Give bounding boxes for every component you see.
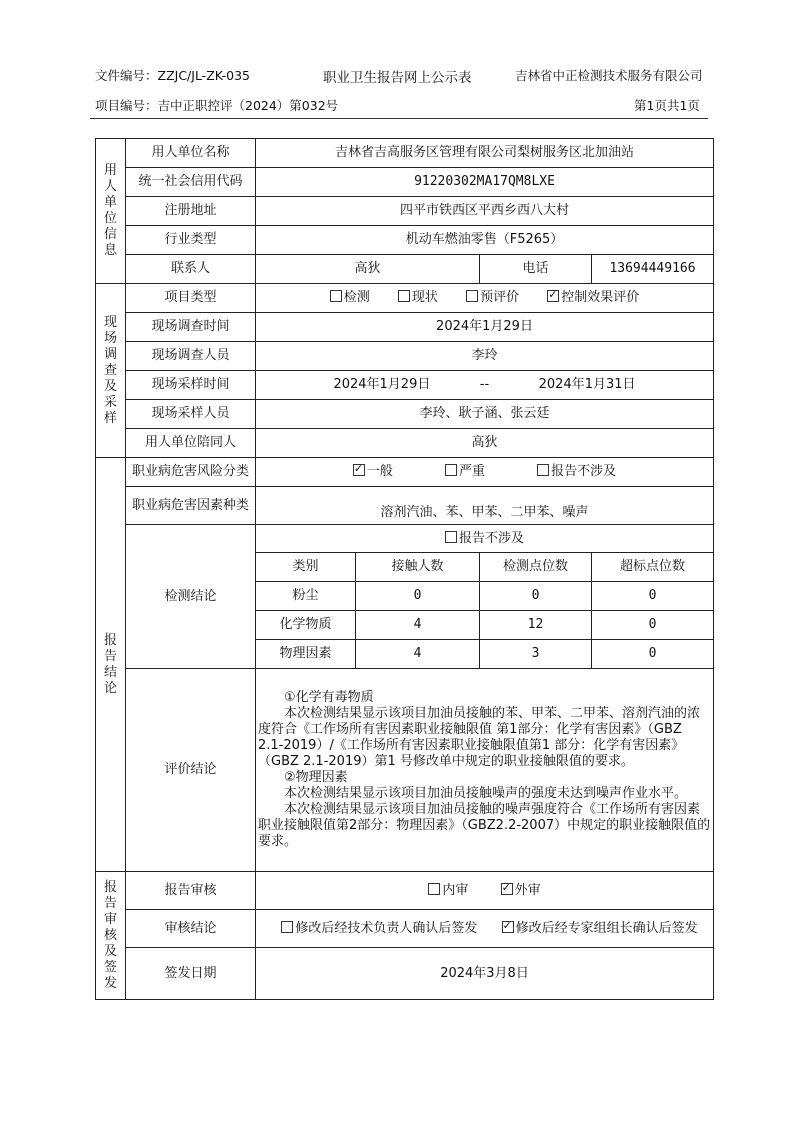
project-type-option[interactable]: 现状 bbox=[398, 290, 438, 306]
table-cell: 12 bbox=[480, 611, 592, 640]
table-header: 超标点位数 bbox=[592, 553, 714, 582]
risk-option[interactable]: ✓ 一般 bbox=[353, 464, 393, 480]
checkbox-icon bbox=[502, 921, 514, 933]
address-label: 注册地址 bbox=[126, 197, 256, 226]
section-conclusion: 报 告 结 论 bbox=[96, 458, 126, 872]
factor-label: 职业病危害因素种类 bbox=[126, 487, 256, 525]
risk-label: 职业病危害风险分类 bbox=[126, 458, 256, 487]
sample-time-label: 现场采样时间 bbox=[126, 371, 256, 400]
table-cell: 3 bbox=[480, 640, 592, 669]
eval-paragraph: 本次检测结果显示该项目加油员接触噪声的强度未达到噪声作业水平。 bbox=[284, 786, 688, 801]
page-indicator: 第1页共1页 bbox=[634, 98, 700, 113]
header-divider bbox=[90, 118, 708, 119]
unit-name: 吉林省吉高服务区管理有限公司梨树服务区北加油站 bbox=[256, 139, 714, 168]
table-cell: 4 bbox=[356, 640, 480, 669]
checkbox-icon bbox=[428, 883, 440, 895]
section-review: 报 告 审 核 及 签 发 bbox=[96, 872, 126, 1000]
audit-options bbox=[256, 872, 714, 910]
section-unit-info: 用 人 单 位 信 息 bbox=[96, 139, 126, 284]
table-header: 接触人数 bbox=[356, 553, 480, 582]
checkbox-icon bbox=[353, 464, 365, 476]
doc-number: 文件编号：ZZJC/JL-ZK-035 bbox=[95, 68, 251, 83]
project-type-option[interactable]: 检测 bbox=[330, 290, 370, 306]
checkbox-icon bbox=[445, 464, 457, 476]
survey-time-label: 现场调查时间 bbox=[126, 313, 256, 342]
test-conclusion-label: 检测结论 bbox=[126, 525, 256, 669]
section-survey: 现 场 调 查 及 采 样 bbox=[96, 284, 126, 458]
review-result-option[interactable]: 修改后经技术负责人确认后签发 bbox=[281, 921, 477, 937]
checkbox-icon bbox=[330, 290, 342, 302]
risk-options bbox=[256, 458, 714, 487]
test-not-involved[interactable]: 报告不涉及 bbox=[256, 525, 714, 553]
company-name: 吉林省中正检测技术服务有限公司 bbox=[515, 68, 703, 83]
table-cell: 化学物质 bbox=[256, 611, 356, 640]
survey-time: 2024年1月29日 bbox=[256, 313, 714, 342]
factor-list: 溶剂汽油、苯、甲苯、二甲苯、噪声 bbox=[256, 487, 714, 525]
table-cell: 物理因素 bbox=[256, 640, 356, 669]
sampler-label: 现场采样人员 bbox=[126, 400, 256, 429]
table-cell: 4 bbox=[356, 611, 480, 640]
eval-paragraph: 本次检测结果显示该项目加油员接触的噪声强度符合《工作场所有害因素职业接触限值第2部分：物理因素》（GBZ2.2-2007）中规定的职业接触限值的要求。 bbox=[258, 802, 711, 849]
credit-code-label: 统一社会信用代码 bbox=[126, 168, 256, 197]
eval-heading-physical: ②物理因素 bbox=[284, 770, 348, 785]
audit-label: 报告审核 bbox=[126, 872, 256, 910]
escort-label: 用人单位陪同人 bbox=[126, 429, 256, 458]
project-type-label: 项目类型 bbox=[126, 284, 256, 313]
checkbox-icon bbox=[537, 464, 549, 476]
eval-conclusion-text bbox=[256, 669, 714, 872]
escort: 高狄 bbox=[256, 429, 714, 458]
checkbox-icon bbox=[547, 290, 559, 302]
review-result-option[interactable]: ✓ 修改后经专家组组长确认后签发 bbox=[502, 921, 698, 937]
project-type-option[interactable]: 预评价 bbox=[466, 290, 519, 306]
review-result-options bbox=[256, 910, 714, 948]
checkbox-icon bbox=[501, 883, 513, 895]
contact-label: 联系人 bbox=[126, 255, 256, 284]
eval-paragraph: 本次检测结果显示该项目加油员接触的苯、甲苯、二甲苯、溶剂汽油的浓度符合《工作场所有害因素职业接触限值 第1部分：化学有害因素》（GBZ 2.1-2019）/《工作场所有害因素职业接触限值第1 部分：化学有害因素》（GBZ 2.1-2019）第1 号修改单中规定的职业接触限值的要求。 bbox=[258, 706, 701, 769]
phone-label: 电话 bbox=[480, 255, 592, 284]
eval-heading-chemical: ①化学有毒物质 bbox=[284, 690, 374, 705]
issue-date-label: 签发日期 bbox=[126, 948, 256, 1000]
table-header: 检测点位数 bbox=[480, 553, 592, 582]
audit-option[interactable]: 内审 bbox=[428, 883, 468, 899]
surveyor-label: 现场调查人员 bbox=[126, 342, 256, 371]
table-cell: 粉尘 bbox=[256, 582, 356, 611]
audit-option[interactable]: ✓ 外审 bbox=[501, 883, 541, 899]
contact: 高狄 bbox=[256, 255, 480, 284]
project-number: 项目编号：吉中正职控评（2024）第032号 bbox=[95, 98, 339, 113]
checkbox-icon bbox=[398, 290, 410, 302]
risk-option[interactable]: 严重 bbox=[445, 464, 485, 480]
table-cell: 0 bbox=[592, 611, 714, 640]
sampler: 李玲、耿子涵、张云廷 bbox=[256, 400, 714, 429]
table-cell: 0 bbox=[480, 582, 592, 611]
phone: 13694449166 bbox=[592, 255, 714, 284]
review-result-label: 审核结论 bbox=[126, 910, 256, 948]
industry: 机动车燃油零售（F5265） bbox=[256, 226, 714, 255]
table-cell: 0 bbox=[592, 582, 714, 611]
sample-time: 2024年1月29日 -- 2024年1月31日 bbox=[256, 371, 714, 400]
checkbox-icon bbox=[281, 921, 293, 933]
surveyor: 李玲 bbox=[256, 342, 714, 371]
credit-code: 91220302MA17QM8LXE bbox=[256, 168, 714, 197]
table-cell: 0 bbox=[592, 640, 714, 669]
risk-option[interactable]: 报告不涉及 bbox=[537, 464, 616, 480]
issue-date: 2024年3月8日 bbox=[256, 948, 714, 1000]
doc-title: 职业卫生报告网上公示表 bbox=[323, 70, 472, 86]
project-type-option[interactable]: ✓ 控制效果评价 bbox=[547, 290, 639, 306]
industry-label: 行业类型 bbox=[126, 226, 256, 255]
checkbox-icon bbox=[466, 290, 478, 302]
address: 四平市铁西区平西乡西八大村 bbox=[256, 197, 714, 226]
eval-conclusion-label: 评价结论 bbox=[126, 669, 256, 872]
report-table bbox=[95, 138, 714, 1000]
table-cell: 0 bbox=[356, 582, 480, 611]
table-header: 类别 bbox=[256, 553, 356, 582]
project-type-options bbox=[256, 284, 714, 313]
unit-name-label: 用人单位名称 bbox=[126, 139, 256, 168]
checkbox-icon bbox=[445, 531, 457, 543]
